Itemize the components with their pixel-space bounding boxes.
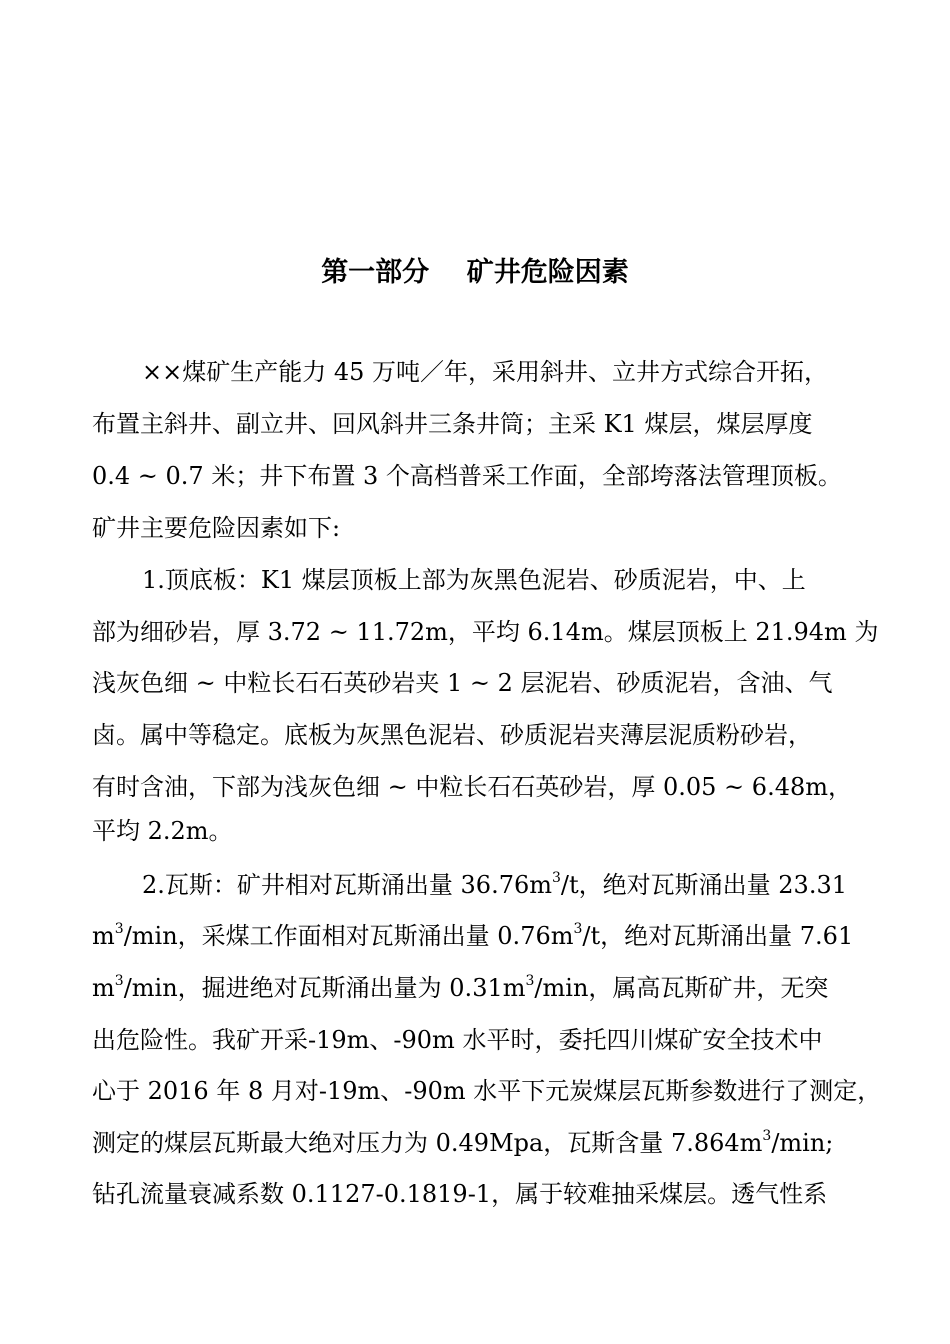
paragraph-line: 平均 2.2m。	[92, 817, 233, 845]
document-title: 第一部分 矿井危险因素	[321, 257, 629, 288]
superscript-3: 3	[114, 921, 124, 937]
gas-text: /min，掘进绝对瓦斯涌出量为 0.31m	[123, 974, 526, 1002]
superscript-3: 3	[525, 973, 535, 989]
superscript-3: 3	[762, 1128, 772, 1144]
gas-line-4: 出危险性。我矿开采-19m、-90m 水平时，委托四川煤矿安全技术中	[92, 1026, 823, 1054]
paragraph-line: 布置主斜井、副立井、回风斜井三条井筒；主采 K1 煤层，煤层厚度	[92, 410, 813, 438]
gas-text: m	[92, 974, 115, 1002]
paragraph-line: 矿井主要危险因素如下:	[92, 514, 341, 542]
gas-text: /t，绝对瓦斯涌出量 7.61	[582, 922, 854, 950]
gas-line-1	[142, 865, 847, 905]
paragraph-line: ××煤矿生产能力 45 万吨／年，采用斜井、立井方式综合开拓，	[142, 358, 829, 386]
gas-line-6	[92, 1123, 833, 1163]
paragraph-line: 0.4 ~ 0.7 米；井下布置 3 个高档普采工作面，全部垮落法管理顶板。	[92, 462, 842, 490]
superscript-3: 3	[552, 870, 561, 886]
gas-text: /min;	[771, 1129, 834, 1157]
superscript-3: 3	[114, 973, 124, 989]
paragraph-line: 卤。属中等稳定。底板为灰黑色泥岩、砂质泥岩夹薄层泥质粉砂岩，	[92, 721, 812, 749]
superscript-3: 3	[573, 921, 583, 937]
gas-line-2	[92, 916, 853, 956]
paragraph-line: 浅灰色细 ~ 中粒长石石英砂岩夹 1 ~ 2 层泥岩、砂质泥岩，含油、气	[92, 669, 833, 697]
gas-text: 2.瓦斯：矿井相对瓦斯涌出量 36.76m	[142, 871, 552, 899]
gas-line-5: 心于 2016 年 8 月对-19m、-90m 水平下元炭煤层瓦斯参数进行了测定，	[92, 1077, 882, 1105]
gas-text: m	[92, 922, 115, 950]
gas-text: /min，属高瓦斯矿井，无突	[534, 974, 829, 1002]
paragraph-line: 部为细砂岩，厚 3.72 ~ 11.72m，平均 6.14m。煤层顶板上 21.94m 为	[92, 618, 879, 646]
gas-text: /min，采煤工作面相对瓦斯涌出量 0.76m	[123, 922, 574, 950]
paragraph-line: 有时含油，下部为浅灰色细 ~ 中粒长石石英砂岩，厚 0.05 ~ 6.48m，	[92, 773, 852, 801]
gas-text: 测定的煤层瓦斯最大绝对压力为 0.49Mpa，瓦斯含量 7.864m	[92, 1129, 763, 1157]
paragraph-line: 1.顶底板：K1 煤层顶板上部为灰黑色泥岩、砂质泥岩，中、上	[142, 566, 806, 594]
gas-text: /t，绝对瓦斯涌出量 23.31	[560, 871, 847, 899]
gas-line-3	[92, 968, 828, 1008]
gas-line-7: 钻孔流量衰减系数 0.1127-0.1819-1，属于较难抽采煤层。透气性系	[92, 1180, 828, 1208]
